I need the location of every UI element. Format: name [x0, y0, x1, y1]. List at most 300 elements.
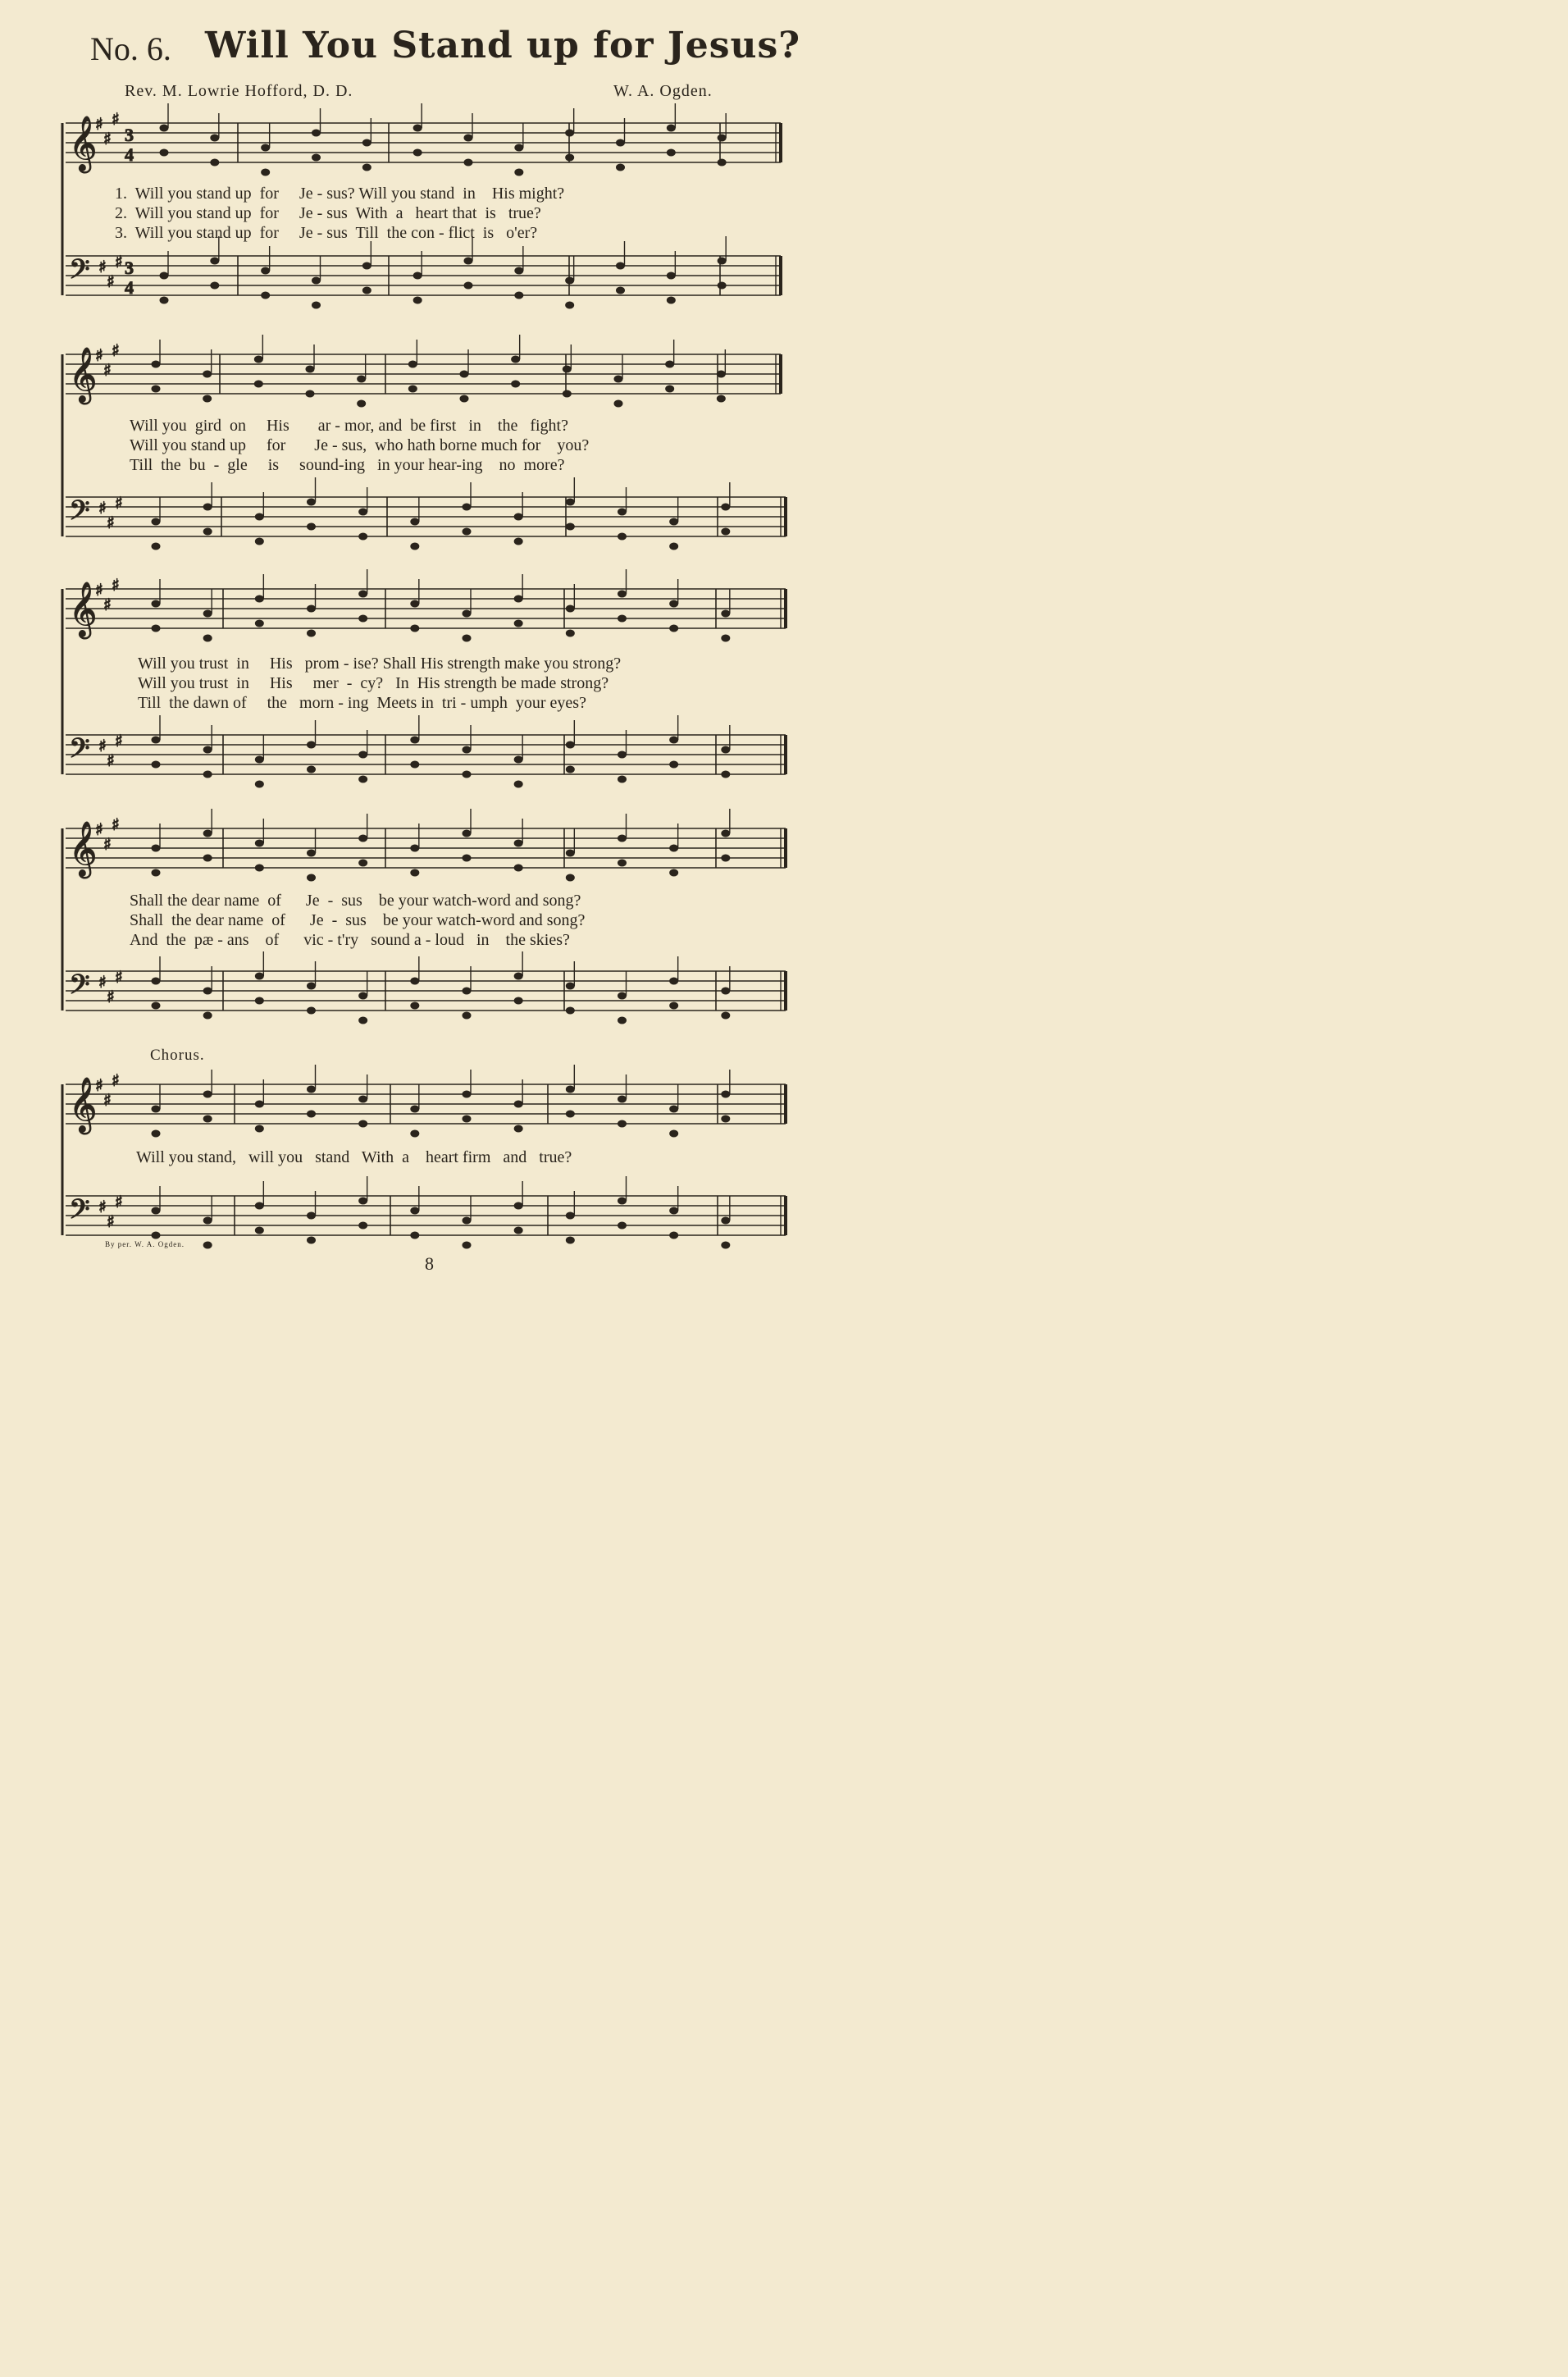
notehead [308, 741, 316, 748]
treble-clef-icon: 𝄞 [69, 1076, 98, 1132]
notehead [617, 287, 625, 294]
notehead [566, 1111, 574, 1117]
notehead [514, 781, 522, 787]
notehead [618, 509, 627, 515]
notehead [514, 595, 522, 602]
notehead [717, 371, 725, 377]
notehead [411, 1232, 419, 1239]
notehead [670, 625, 678, 632]
notehead [362, 262, 371, 269]
time-signature-bottom: 4 [125, 144, 134, 165]
notehead [512, 356, 520, 363]
permission-footnote: By per. W. A. Ogden. [105, 1240, 185, 1248]
notehead [463, 504, 471, 510]
sharp-icon: ♯ [98, 498, 107, 518]
notehead [411, 600, 419, 607]
notehead [566, 1212, 574, 1219]
notehead [618, 1222, 627, 1229]
notehead [667, 297, 675, 303]
notehead [566, 1007, 574, 1014]
notehead [255, 756, 263, 763]
notehead [670, 978, 678, 984]
treble-clef-icon: 𝄞 [69, 820, 98, 876]
sharp-icon: ♯ [95, 819, 103, 839]
notehead [566, 874, 574, 881]
treble-staff [66, 1065, 786, 1137]
notehead [254, 356, 262, 363]
notehead [203, 528, 212, 535]
notehead [514, 973, 522, 979]
notehead [617, 262, 625, 269]
notehead [515, 292, 523, 299]
notehead [463, 1242, 471, 1248]
notehead [618, 615, 627, 622]
notehead [514, 620, 522, 627]
notehead [359, 1222, 367, 1229]
notehead [463, 830, 471, 837]
notehead [203, 746, 212, 753]
notehead [666, 386, 674, 392]
notehead [667, 125, 675, 131]
notehead [463, 771, 471, 778]
notehead [203, 830, 212, 837]
notehead [411, 978, 419, 984]
notehead [308, 1111, 316, 1117]
notehead [152, 1002, 160, 1009]
sharp-icon: ♯ [98, 972, 107, 992]
notehead [211, 135, 219, 141]
notehead [203, 855, 212, 861]
lyric-line: Will you trust in His prom - ise? Shall His strength make you strong? [138, 655, 622, 673]
notehead [718, 258, 726, 264]
notehead [203, 988, 212, 994]
notehead [618, 1096, 627, 1102]
bass-staff [66, 236, 781, 308]
notehead [566, 850, 574, 856]
notehead [618, 533, 627, 540]
notehead [566, 154, 574, 161]
notehead [670, 845, 678, 851]
notehead [359, 1096, 367, 1102]
notehead [308, 766, 316, 773]
notehead [359, 533, 367, 540]
notehead [463, 1116, 471, 1122]
notehead [566, 1086, 574, 1093]
notehead [358, 376, 366, 382]
notehead [566, 499, 574, 505]
lyric-line: And the pæ - ans of vic - t'ry sound a - loud in the skies? [130, 931, 570, 949]
notehead [359, 835, 367, 842]
notehead [255, 620, 263, 627]
sharp-icon: ♯ [95, 345, 103, 365]
notehead [411, 1130, 419, 1137]
sharp-icon: ♯ [98, 257, 107, 276]
notehead [514, 1202, 522, 1209]
notehead [722, 746, 730, 753]
chorus-label: Chorus. [150, 1047, 205, 1064]
notehead [255, 973, 263, 979]
notehead [463, 855, 471, 861]
notehead [203, 1091, 212, 1097]
notehead [670, 1002, 678, 1009]
notehead [152, 1130, 160, 1137]
notehead [515, 169, 523, 176]
sharp-icon: ♯ [98, 736, 107, 755]
treble-staff [66, 809, 786, 881]
notehead [308, 1237, 316, 1243]
sharp-icon: ♯ [115, 1192, 123, 1211]
notehead [614, 376, 622, 382]
notehead [617, 164, 625, 171]
notehead [362, 287, 371, 294]
notehead [312, 277, 321, 284]
notehead [722, 830, 730, 837]
notehead [308, 523, 316, 530]
notehead [411, 845, 419, 851]
sharp-icon: ♯ [98, 1197, 107, 1216]
notehead [670, 1130, 678, 1137]
notehead [463, 988, 471, 994]
lyric-line: Will you stand up for Je - sus, who hath borne much for you? [130, 436, 590, 454]
bass-staff [66, 1176, 786, 1248]
treble-clef-icon: 𝄞 [69, 115, 98, 171]
sharp-icon: ♯ [112, 109, 120, 129]
treble-staff [66, 569, 786, 641]
notehead [618, 1198, 627, 1204]
time-signature-top: 3 [125, 125, 134, 145]
notehead [255, 997, 263, 1004]
notehead [722, 1217, 730, 1224]
sharp-icon: ♯ [103, 595, 112, 614]
notehead [203, 610, 212, 617]
notehead [152, 386, 160, 392]
bass-clef-icon: 𝄢 [69, 970, 90, 1007]
composer-credit: W. A. Ogden. [613, 82, 713, 100]
notehead [670, 761, 678, 768]
lyric-line: 2. Will you stand up for Je - sus With a heart that is true? [115, 204, 541, 222]
notehead [667, 149, 675, 156]
notehead [152, 978, 160, 984]
notehead [463, 635, 471, 641]
notehead [152, 737, 160, 743]
notehead [463, 610, 471, 617]
notehead [512, 381, 520, 387]
notehead [566, 302, 574, 308]
notehead [463, 746, 471, 753]
sharp-icon: ♯ [115, 252, 123, 271]
notehead [160, 272, 168, 279]
notehead [359, 591, 367, 597]
sharp-icon: ♯ [103, 360, 112, 380]
notehead [666, 361, 674, 367]
notehead [463, 1091, 471, 1097]
notehead [359, 1198, 367, 1204]
bass-staff [66, 951, 786, 1024]
lyric-line: Shall the dear name of Je - sus be your watch-word and song? [130, 892, 581, 910]
notehead [152, 1232, 160, 1239]
notehead [514, 865, 522, 871]
bass-clef-icon: 𝄢 [69, 733, 90, 771]
notehead [255, 1101, 263, 1107]
notehead [359, 751, 367, 758]
sharp-icon: ♯ [107, 1211, 115, 1231]
notehead [411, 1106, 419, 1112]
notehead [667, 272, 675, 279]
bass-clef-icon: 𝄢 [69, 495, 90, 533]
notehead [514, 538, 522, 545]
notehead [413, 125, 422, 131]
notehead [670, 1207, 678, 1214]
bass-staff [66, 477, 786, 550]
sharp-icon: ♯ [115, 731, 123, 751]
treble-clef-icon: 𝄞 [69, 581, 98, 636]
notehead [411, 625, 419, 632]
notehead [152, 761, 160, 768]
notehead [614, 400, 622, 407]
sharp-icon: ♯ [95, 1075, 103, 1095]
notehead [262, 292, 270, 299]
notehead [722, 1116, 730, 1122]
sharp-icon: ♯ [103, 1090, 112, 1110]
notehead [722, 771, 730, 778]
notehead [359, 776, 367, 782]
notehead [514, 756, 522, 763]
notehead [618, 776, 627, 782]
notehead [152, 845, 160, 851]
notehead [718, 135, 726, 141]
notehead [515, 267, 523, 274]
notehead [717, 395, 725, 402]
notehead [464, 258, 472, 264]
notehead [306, 390, 314, 397]
notehead [308, 1007, 316, 1014]
notehead [359, 860, 367, 866]
notehead [152, 1207, 160, 1214]
notehead [566, 605, 574, 612]
notehead [308, 499, 316, 505]
sharp-icon: ♯ [95, 580, 103, 600]
notehead [152, 361, 160, 367]
notehead [211, 159, 219, 166]
notehead [566, 766, 574, 773]
notehead [203, 395, 212, 402]
notehead [670, 600, 678, 607]
notehead [255, 538, 263, 545]
notehead [670, 737, 678, 743]
sharp-icon: ♯ [107, 987, 115, 1006]
bass-staff [66, 715, 786, 787]
sharp-icon: ♯ [112, 814, 120, 834]
notehead [203, 1012, 212, 1019]
notehead [160, 125, 168, 131]
notehead [514, 1227, 522, 1234]
hymn-page [0, 0, 849, 1286]
treble-clef-icon: 𝄞 [69, 346, 98, 402]
notehead [464, 159, 472, 166]
notehead [722, 1012, 730, 1019]
notehead [203, 1116, 212, 1122]
notehead [722, 635, 730, 641]
notehead [411, 737, 419, 743]
notehead [618, 1120, 627, 1127]
notehead [722, 855, 730, 861]
notehead [670, 543, 678, 550]
sharp-icon: ♯ [103, 129, 112, 148]
notehead [514, 997, 522, 1004]
notehead [358, 400, 366, 407]
notehead [312, 130, 321, 136]
sharp-icon: ♯ [107, 751, 115, 770]
notehead [411, 1002, 419, 1009]
lyric-line: Till the bu - gle is sound-ing in your hear-ing no more? [130, 456, 565, 474]
notehead [722, 528, 730, 535]
notehead [618, 751, 627, 758]
lyric-line: Will you trust in His mer - cy? In His strength be made strong? [138, 674, 609, 692]
notehead [411, 1207, 419, 1214]
notehead [359, 615, 367, 622]
sharp-icon: ♯ [115, 493, 123, 513]
notehead [312, 154, 321, 161]
lyric-line: Shall the dear name of Je - sus be your watch-word and song? [130, 911, 586, 929]
notehead [618, 591, 627, 597]
notehead [618, 860, 627, 866]
notehead [306, 366, 314, 372]
notehead [463, 1012, 471, 1019]
sharp-icon: ♯ [112, 340, 120, 360]
notehead [408, 361, 417, 367]
notehead [308, 850, 316, 856]
notehead [211, 258, 219, 264]
notehead [413, 149, 422, 156]
notehead [411, 543, 419, 550]
notehead [413, 272, 422, 279]
notehead [670, 518, 678, 525]
notehead [255, 595, 263, 602]
notehead [262, 267, 270, 274]
notehead [411, 761, 419, 768]
hymn-number: No. 6. [90, 30, 171, 67]
notehead [411, 869, 419, 876]
notehead [464, 135, 472, 141]
lyric-line: Till the dawn of the morn - ing Meets in tri - umph your eyes? [138, 694, 586, 712]
bass-clef-icon: 𝄢 [69, 254, 90, 292]
sharp-icon: ♯ [115, 967, 123, 987]
sharp-icon: ♯ [95, 114, 103, 134]
page-number: 8 [425, 1253, 434, 1274]
notehead [152, 625, 160, 632]
notehead [308, 983, 316, 989]
notehead [255, 1202, 263, 1209]
notehead [411, 518, 419, 525]
notehead [617, 139, 625, 146]
notehead [362, 164, 371, 171]
sharp-icon: ♯ [107, 271, 115, 291]
sharp-icon: ♯ [107, 513, 115, 532]
bass-clef-icon: 𝄢 [69, 1194, 90, 1232]
sharp-icon: ♯ [103, 834, 112, 854]
notehead [566, 630, 574, 636]
lyric-line: 3. Will you stand up for Je - sus Till the con - flict is o'er? [115, 224, 538, 242]
notehead [359, 1017, 367, 1024]
notehead [160, 149, 168, 156]
notehead [152, 518, 160, 525]
notehead [362, 139, 371, 146]
notehead [152, 600, 160, 607]
notehead [718, 282, 726, 289]
notehead [722, 610, 730, 617]
notehead [670, 1232, 678, 1239]
notehead [722, 988, 730, 994]
notehead [722, 504, 730, 510]
notehead [255, 513, 263, 520]
notehead [312, 302, 321, 308]
notehead [618, 992, 627, 999]
notehead [722, 1091, 730, 1097]
sharp-icon: ♯ [112, 1070, 120, 1090]
notehead [152, 869, 160, 876]
notehead [308, 605, 316, 612]
chorus-lyric-line: Will you stand, will you stand With a heart firm and true? [136, 1148, 572, 1166]
notehead [359, 992, 367, 999]
notehead [255, 840, 263, 846]
notehead [152, 1106, 160, 1112]
notehead [203, 771, 212, 778]
notehead [255, 1227, 263, 1234]
notehead [514, 513, 522, 520]
notehead [566, 130, 574, 136]
notehead [254, 381, 262, 387]
notehead [160, 297, 168, 303]
notehead [718, 159, 726, 166]
treble-staff [66, 103, 781, 176]
notehead [514, 1125, 522, 1132]
notehead [618, 1017, 627, 1024]
notehead [308, 874, 316, 881]
hymn-title: Will You Stand up for Jesus? [205, 25, 801, 66]
notehead [255, 1125, 263, 1132]
notehead [408, 386, 417, 392]
notehead [413, 297, 422, 303]
lyric-line: Will you gird on His ar - mor, and be first in the fight? [130, 417, 568, 435]
notehead [566, 1237, 574, 1243]
notehead [563, 366, 571, 372]
notehead [308, 1086, 316, 1093]
notehead [203, 635, 212, 641]
notehead [514, 840, 522, 846]
treble-staff [66, 335, 781, 407]
sharp-icon: ♯ [112, 575, 120, 595]
notehead [463, 1217, 471, 1224]
notehead [262, 169, 270, 176]
notehead [203, 1242, 212, 1248]
notehead [308, 630, 316, 636]
notehead [359, 1120, 367, 1127]
lyricist-credit: Rev. M. Lowrie Hofford, D. D. [125, 82, 353, 100]
notehead [203, 371, 212, 377]
notehead [211, 282, 219, 289]
notehead [460, 371, 468, 377]
notehead [255, 781, 263, 787]
notehead [203, 1217, 212, 1224]
notehead [563, 390, 571, 397]
notehead [670, 1106, 678, 1112]
notehead [262, 144, 270, 151]
notehead [722, 1242, 730, 1248]
notehead [515, 144, 523, 151]
lyric-line: 1. Will you stand up for Je - sus? Will you stand in His might? [115, 185, 565, 203]
notehead [203, 504, 212, 510]
notehead [359, 509, 367, 515]
